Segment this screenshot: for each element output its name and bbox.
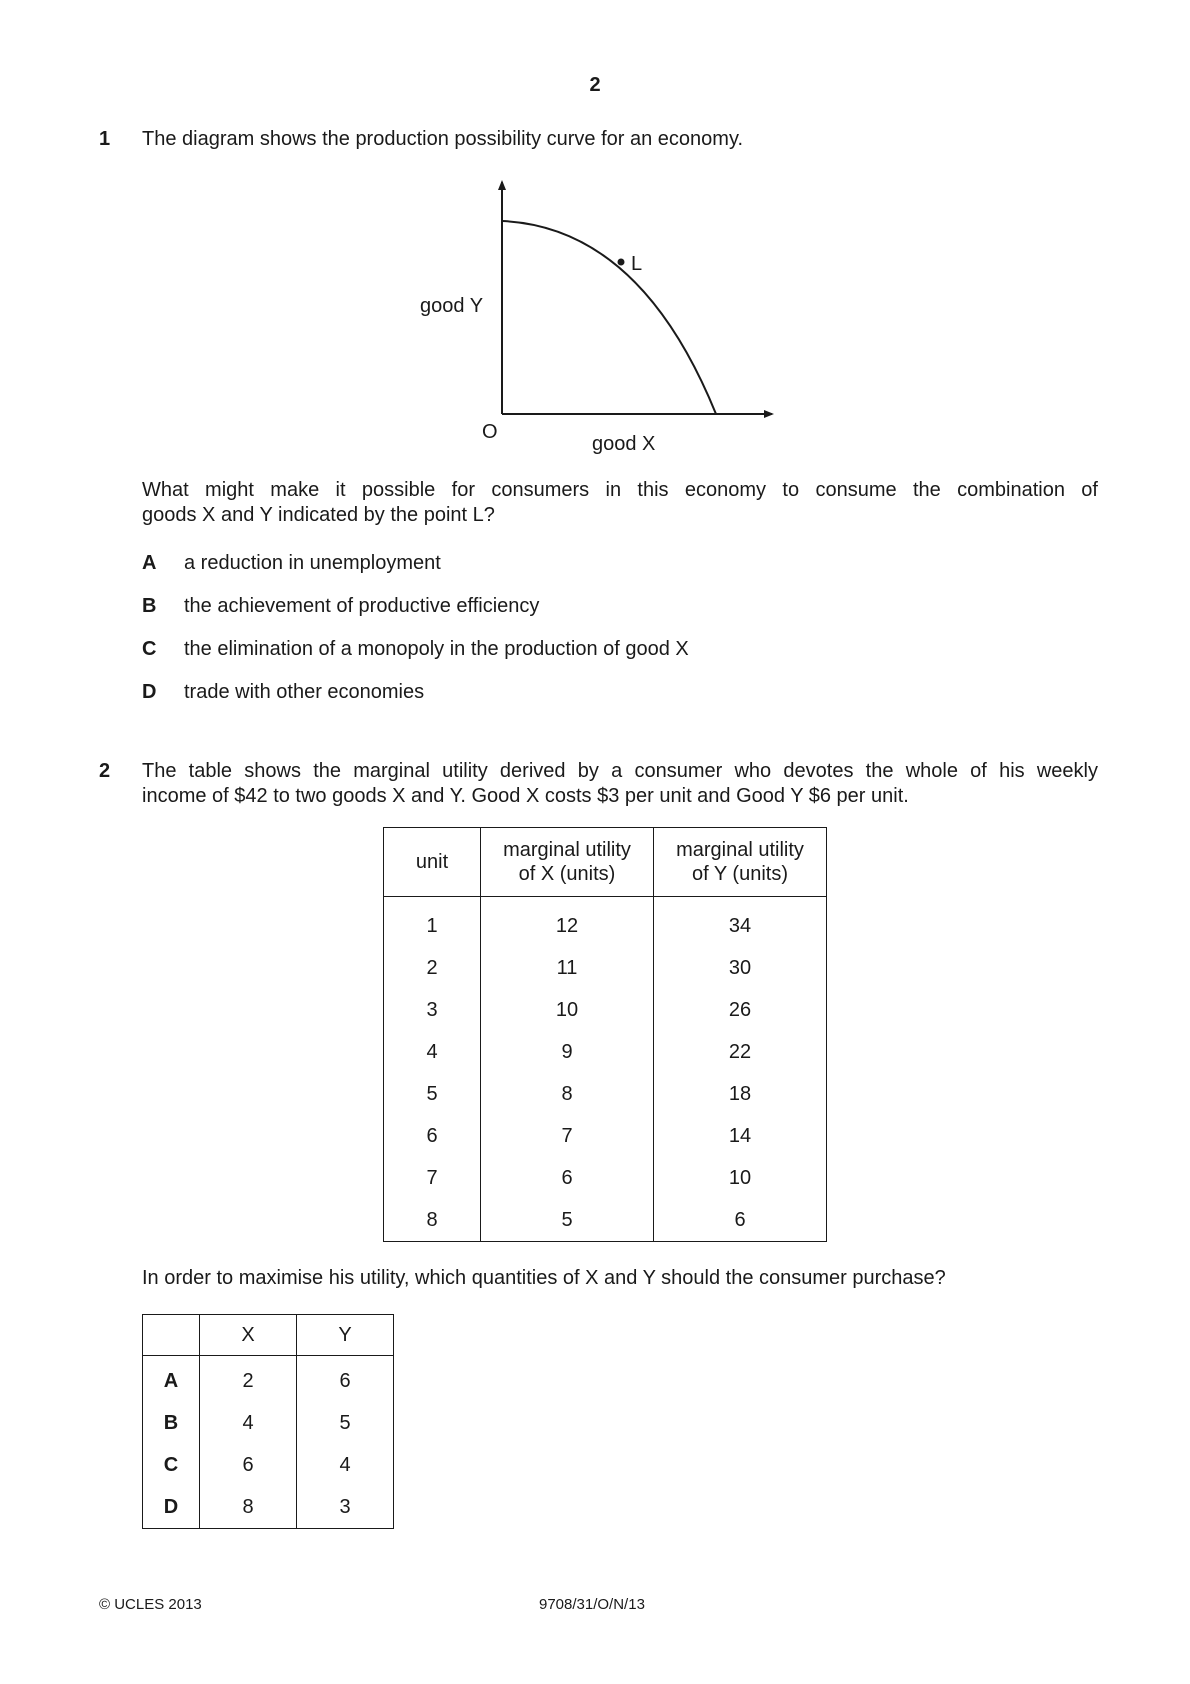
x-axis-label: good X (592, 433, 656, 455)
question-1-number: 1 (99, 128, 111, 150)
unit-cell: 5 (384, 1073, 481, 1115)
question-1-text-line1: What might make it possible for consumers in this economy to consume the combination of (142, 479, 1098, 501)
question-2-stem-line1: The table shows the marginal utility derived by a consumer who devotes the whole of his weekly (142, 760, 1098, 782)
answer-y: 3 (297, 1486, 394, 1529)
footer-copyright: © UCLES 2013 (99, 1596, 202, 1613)
answer-row (143, 1356, 394, 1403)
table-row (384, 1157, 827, 1199)
answer-x: 8 (200, 1486, 297, 1529)
table-row (384, 897, 827, 948)
y-axis-label: good Y (420, 295, 484, 317)
mu-y-cell: 10 (654, 1157, 827, 1199)
q1-option-b-letter: B (142, 595, 157, 617)
header-mu-x-line1: marginal utility (503, 839, 631, 861)
answer-letter: A (143, 1356, 200, 1403)
point-l-marker (618, 259, 625, 266)
point-l-label: L (631, 253, 643, 275)
header-mu-y (654, 828, 827, 897)
mu-y-cell: 34 (654, 897, 827, 948)
header-mu-y-line2: of Y (units) (692, 863, 788, 885)
page-number: 2 (589, 74, 601, 96)
mu-y-cell: 30 (654, 947, 827, 989)
mu-y-cell: 18 (654, 1073, 827, 1115)
header-mu-y-line1: marginal utility (676, 839, 804, 861)
table-row (384, 1031, 827, 1073)
question-1-text-line2: goods X and Y indicated by the point L? (142, 504, 495, 526)
answer-y: 5 (297, 1402, 394, 1444)
answer-x: 2 (200, 1356, 297, 1403)
unit-cell: 3 (384, 989, 481, 1031)
answer-letter: D (143, 1486, 200, 1529)
mu-y-cell: 14 (654, 1115, 827, 1157)
table-row (384, 1199, 827, 1242)
q1-option-a-letter: A (142, 552, 157, 574)
mu-y-cell: 6 (654, 1199, 827, 1242)
q1-option-c-letter: C (142, 638, 157, 660)
unit-cell: 4 (384, 1031, 481, 1073)
mu-x-cell: 5 (481, 1199, 654, 1242)
mu-y-cell: 22 (654, 1031, 827, 1073)
answer-x: 4 (200, 1402, 297, 1444)
mu-x-cell: 12 (481, 897, 654, 948)
ppc-curve (502, 221, 716, 414)
mu-x-cell: 9 (481, 1031, 654, 1073)
question-2-question: In order to maximise his utility, which quantities of X and Y should the consumer purchase? (142, 1267, 946, 1289)
answer-row (143, 1402, 394, 1444)
header-unit: unit (384, 828, 481, 897)
answer-header-row (143, 1315, 394, 1356)
table-row (384, 1073, 827, 1115)
answer-y: 6 (297, 1356, 394, 1403)
answer-options-table (142, 1314, 394, 1529)
q1-option-c-text: the elimination of a monopoly in the production of good X (184, 638, 689, 660)
q1-option-d-letter: D (142, 681, 157, 703)
footer-paper-code: 9708/31/O/N/13 (539, 1596, 645, 1613)
table-row (384, 947, 827, 989)
answer-header-y: Y (297, 1315, 394, 1356)
answer-row (143, 1444, 394, 1486)
answer-x: 6 (200, 1444, 297, 1486)
origin-label: O (482, 421, 498, 443)
unit-cell: 2 (384, 947, 481, 989)
answer-letter: C (143, 1444, 200, 1486)
marginal-utility-table (383, 827, 827, 1242)
unit-cell: 8 (384, 1199, 481, 1242)
mu-x-cell: 11 (481, 947, 654, 989)
unit-cell: 1 (384, 897, 481, 948)
mu-x-cell: 8 (481, 1073, 654, 1115)
answer-letter: B (143, 1402, 200, 1444)
table-header-row (384, 828, 827, 897)
answer-y: 4 (297, 1444, 394, 1486)
question-2-number: 2 (99, 760, 111, 782)
table-row (384, 989, 827, 1031)
header-mu-x-line2: of X (units) (518, 863, 616, 885)
answer-header-blank (143, 1315, 200, 1356)
question-1-stem: The diagram shows the production possibility curve for an economy. (142, 128, 744, 150)
q1-option-d-text: trade with other economies (184, 681, 425, 703)
mu-x-cell: 10 (481, 989, 654, 1031)
q1-option-a-text: a reduction in unemployment (184, 552, 441, 574)
ppc-diagram (400, 170, 800, 455)
unit-cell: 6 (384, 1115, 481, 1157)
mu-y-cell: 26 (654, 989, 827, 1031)
q1-option-b-text: the achievement of productive efficiency (184, 595, 540, 617)
table-row (384, 1115, 827, 1157)
answer-row (143, 1486, 394, 1529)
question-2-stem-line2: income of $42 to two goods X and Y. Good X costs $3 per unit and Good Y $6 per unit. (142, 785, 909, 807)
mu-x-cell: 7 (481, 1115, 654, 1157)
answer-header-x: X (200, 1315, 297, 1356)
unit-cell: 7 (384, 1157, 481, 1199)
mu-x-cell: 6 (481, 1157, 654, 1199)
header-mu-x (481, 828, 654, 897)
